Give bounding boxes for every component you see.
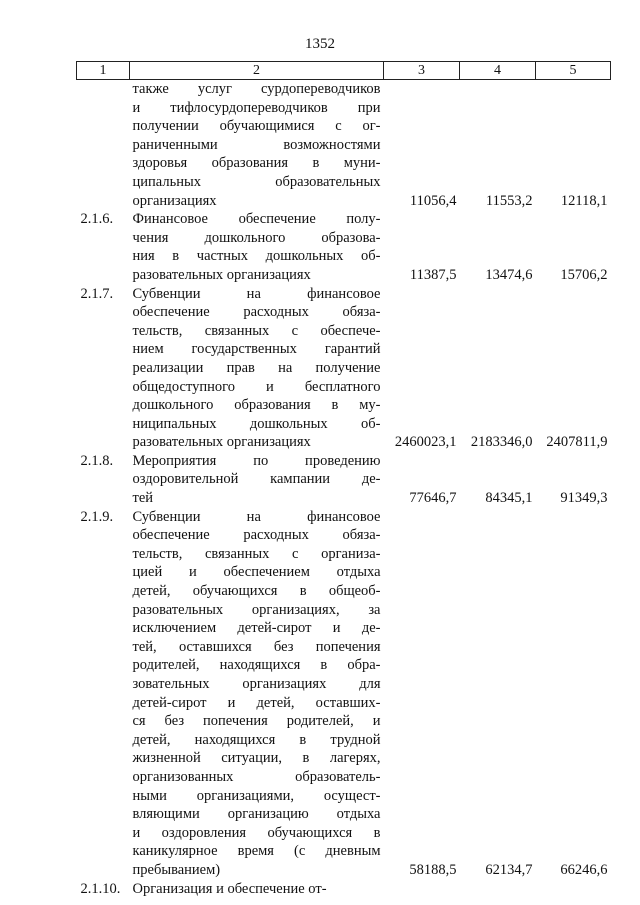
description-line: раниченными возможностями	[132, 136, 381, 153]
description-line: ния в частных дошкольных об-	[132, 248, 381, 265]
value-v5: 91349,3	[560, 490, 608, 507]
description-line: тельств, связанных с обеспече-	[132, 322, 381, 339]
row-number: 2.1.6.	[80, 211, 114, 228]
value-v3: 11056,4	[409, 192, 457, 209]
row-number: 2.1.7.	[80, 285, 114, 302]
description-line: детей, обучающихся в общеоб-	[132, 583, 381, 600]
value-v4: 62134,7	[485, 861, 533, 878]
description-line: Мероприятия по проведению	[132, 452, 381, 469]
description-line: разовательных организациях, за	[132, 601, 381, 618]
description-line: тельств, связанных с организа-	[132, 545, 381, 562]
column-header: 2	[130, 62, 384, 80]
description-line: чения дошкольного образова-	[132, 229, 381, 246]
table-row	[77, 508, 611, 880]
row-number: 2.1.10.	[80, 880, 121, 897]
description-line: реализации прав на получение	[132, 359, 381, 376]
value-v5: 66246,6	[560, 861, 608, 878]
value-v4	[460, 880, 536, 899]
row-description	[130, 80, 384, 211]
table-row	[77, 80, 611, 211]
description-line: ными организациями, осущест-	[132, 787, 381, 804]
value-v3: 2460023,1	[394, 434, 457, 451]
description-line: пребыванием)	[132, 861, 221, 878]
description-line: вляющими организацию отдыха	[132, 806, 381, 823]
description-line: ципальных образовательных	[132, 173, 381, 190]
description-line: Субвенции на финансовое	[132, 285, 381, 302]
column-header: 5	[536, 62, 611, 80]
description-line: ниципальных дошкольных об-	[132, 415, 381, 432]
description-line: родителей, находящихся в обра-	[132, 657, 381, 674]
value-v4: 84345,1	[485, 490, 533, 507]
description-line: жизненной ситуации, в лагерях,	[132, 750, 381, 767]
description-line: зовательных организациях для	[132, 676, 381, 692]
table-row	[77, 880, 611, 899]
description-line: разовательных организациях	[132, 266, 311, 283]
description-line: обеспечение расходных обяза-	[132, 304, 381, 321]
description-line: тей	[132, 490, 154, 507]
description-line: общедоступного и бесплатного	[132, 378, 381, 395]
value-v5: 2407811,9	[546, 434, 608, 451]
description-line: исключением детей-сирот и де-	[132, 620, 381, 637]
description-line: ся без попечения родителей, и	[132, 713, 381, 730]
row-description	[130, 452, 384, 508]
description-line: Субвенции на финансовое	[132, 508, 381, 525]
row-description	[130, 508, 384, 880]
value-v3: 11387,5	[409, 266, 457, 283]
row-number: 2.1.8.	[80, 452, 114, 469]
value-v4: 13474,6	[485, 266, 533, 283]
row-description	[130, 285, 384, 452]
description-line: организациях	[132, 192, 217, 209]
description-line: тей, оставшихся без попечения	[132, 638, 381, 655]
page-number: 1352	[305, 36, 335, 52]
description-line: каникулярное время (с дневным	[132, 843, 381, 860]
description-line: также услуг сурдопереводчиков	[132, 81, 381, 97]
column-header: 3	[384, 62, 460, 80]
description-line: Организация и обеспечение от-	[132, 880, 327, 897]
table-header-row	[77, 62, 611, 80]
table-row	[77, 452, 611, 508]
table-row	[77, 285, 611, 452]
description-line: организованных образователь-	[132, 768, 381, 785]
description-line: Финансовое обеспечение полу-	[132, 211, 381, 228]
value-v5: 12118,1	[560, 192, 608, 209]
row-number: 2.1.9.	[80, 508, 114, 525]
description-line: здоровья образования в муни-	[132, 155, 381, 172]
value-v3: 77646,7	[409, 490, 457, 507]
description-line: цией и обеспечением отдыха	[132, 564, 381, 581]
column-header: 1	[77, 62, 130, 80]
row-description	[130, 210, 384, 284]
description-line: разовательных организациях	[132, 434, 311, 451]
value-v5	[536, 880, 611, 899]
value-v3	[384, 880, 460, 899]
budget-table	[76, 61, 611, 898]
value-v4: 2183346,0	[470, 434, 533, 451]
description-line: и тифлосурдопереводчиков при	[132, 99, 381, 116]
description-line: детей, находящихся в трудной	[132, 731, 381, 748]
value-v5: 15706,2	[560, 266, 608, 283]
description-line: получении обучающимися с ог-	[132, 118, 381, 135]
table-row	[77, 210, 611, 284]
row-description	[130, 880, 384, 899]
column-header: 4	[460, 62, 536, 80]
description-line: дошкольного образования в му-	[132, 397, 381, 414]
description-line: нием государственных гарантий	[132, 341, 381, 358]
description-line: оздоровительной кампании де-	[132, 471, 381, 488]
value-v4: 11553,2	[485, 192, 533, 209]
value-v3: 58188,5	[409, 861, 457, 878]
description-line: детей-сирот и детей, оставших-	[132, 694, 381, 711]
description-line: обеспечение расходных обяза-	[132, 527, 381, 544]
row-number	[77, 80, 130, 211]
description-line: и оздоровления обучающихся в	[132, 824, 381, 841]
